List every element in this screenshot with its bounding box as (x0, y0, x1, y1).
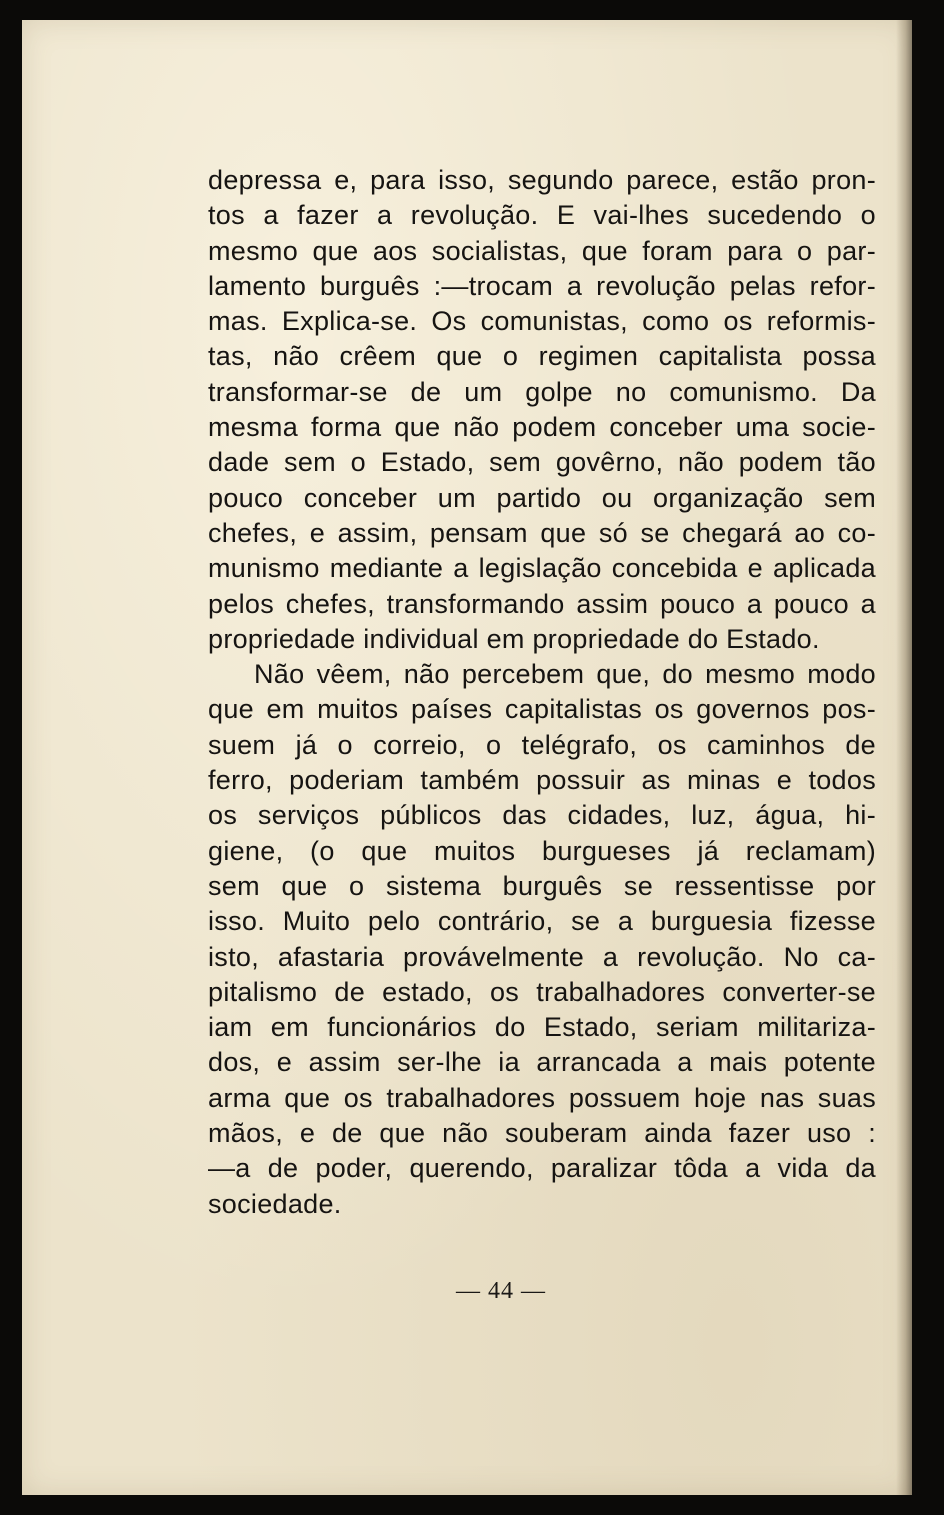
page-number: — 44 — (456, 1278, 546, 1304)
book-page (22, 20, 912, 1495)
text-line: sociedade. (208, 1188, 342, 1219)
text-line: mãos, e de que não souberam ainda fazer uso : (208, 1118, 876, 1149)
text-line: giene, (o que muitos burgueses já reclamam) (208, 835, 876, 866)
text-line: pelos chefes, transformando assim pouco a pouco a (208, 588, 876, 619)
text-line: pitalismo de estado, os trabalhadores converter-se (208, 976, 876, 1007)
text-line: chefes, e assim, pensam que só se chegará ao co- (208, 517, 876, 548)
text-line: suem já o correio, o telégrafo, os caminhos de (208, 729, 876, 760)
text-line: transformar-se de um golpe no comunismo. Da (208, 376, 876, 407)
text-line: tas, não crêem que o regimen capitalista possa (208, 341, 876, 372)
text-line: mas. Explica-se. Os comunistas, como os reformis- (208, 306, 876, 337)
text-line: que em muitos países capitalistas os governos pos- (208, 694, 876, 725)
text-line: —a de poder, querendo, paralizar tôda a vida da (208, 1153, 876, 1184)
text-line: lamento burguês :—trocam a revolução pelas refor- (208, 270, 876, 301)
text-line: propriedade individual em propriedade do Estado. (208, 623, 820, 654)
text-line: mesma forma que não podem conceber uma socie- (208, 412, 876, 443)
paragraph-start-line: Não vêem, não percebem que, do mesmo modo (254, 659, 876, 690)
text-line: mesmo que aos socialistas, que foram para o par- (208, 235, 876, 266)
text-line: iam em funcionários do Estado, seriam militariza- (208, 1012, 876, 1043)
text-line: sem que o sistema burguês se ressentisse por (208, 870, 876, 901)
page-gutter-shadow (896, 20, 912, 1495)
text-line: os serviços públicos das cidades, luz, água, hi- (208, 800, 876, 831)
body-text (208, 163, 876, 1222)
text-line: dade sem o Estado, sem govêrno, não podem tão (208, 447, 876, 478)
text-line: isto, afastaria provávelmente a revolução. No ca- (208, 941, 876, 972)
text-line: isso. Muito pelo contrário, se a burguesia fizesse (208, 906, 876, 937)
text-line: ferro, poderiam também possuir as minas e todos (208, 765, 876, 796)
text-line: tos a fazer a revolução. E vai-lhes sucedendo o (208, 200, 876, 231)
text-line: dos, e assim ser-lhe ia arrancada a mais potente (208, 1047, 876, 1078)
text-line: munismo mediante a legislação concebida e aplicada (208, 553, 876, 584)
text-line: depressa e, para isso, segundo parece, estão pron- (208, 165, 876, 195)
text-line: arma que os trabalhadores possuem hoje nas suas (208, 1082, 876, 1113)
text-line: pouco conceber um partido ou organização sem (208, 482, 876, 513)
